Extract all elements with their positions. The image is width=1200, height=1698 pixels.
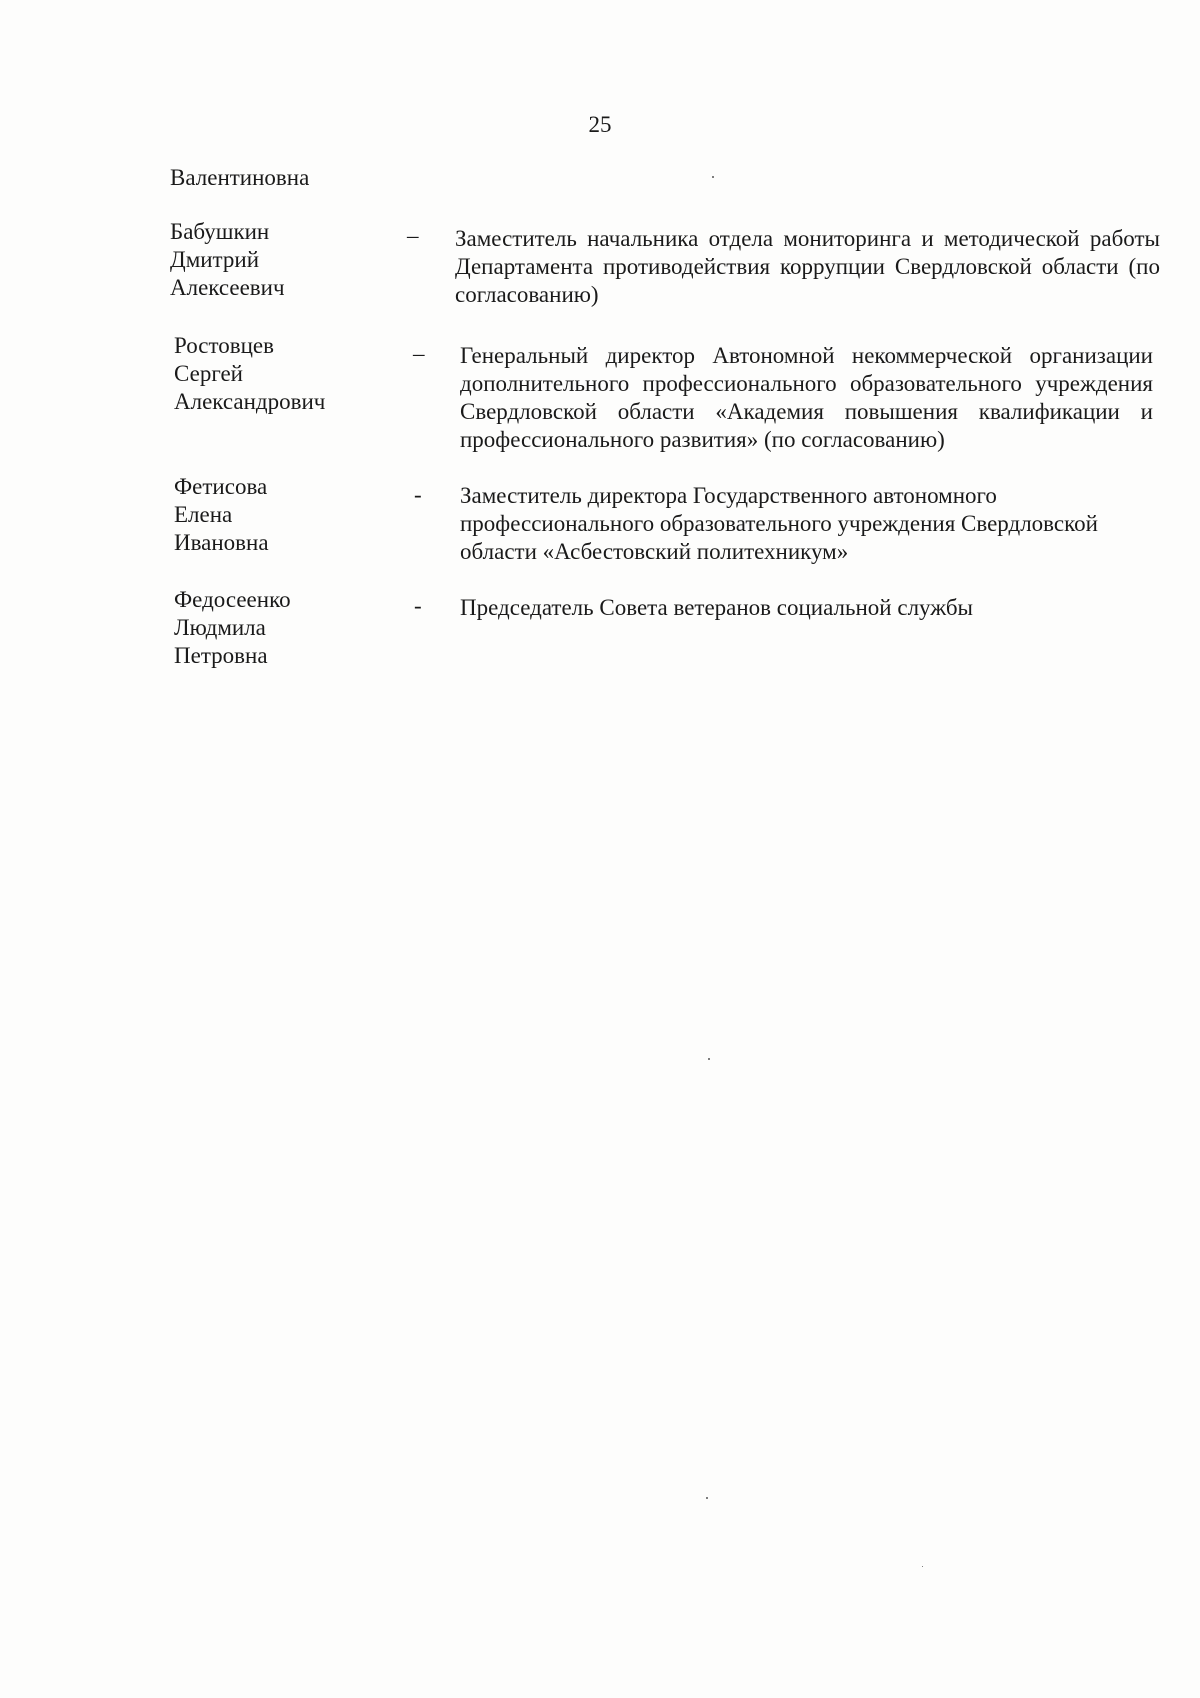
separator-dash: – [407,223,419,248]
first-name: Людмила [174,615,266,640]
patronymic: Александрович [174,389,326,414]
first-name: Сергей [174,361,243,386]
member-role: Заместитель начальника отдела мониторинга и методической работы Департамента противодействия коррупции Свердловской области (по согласованию) [455,226,1160,307]
continuation-name-line: Валентиновна [170,165,310,190]
member-name [174,586,291,670]
first-name: Елена [174,502,233,527]
scan-speck [706,1497,708,1499]
surname: Бабушкин [170,219,270,244]
member-role: Председатель Совета ветеранов социальной службы [460,595,973,620]
scan-speck [922,1566,923,1567]
member-name [174,473,269,557]
page-number: 25 [588,112,612,137]
member-name [170,218,285,302]
separator-dash: – [413,341,425,366]
scan-speck [712,176,714,178]
patronymic: Ивановна [174,530,269,555]
surname: Федосеенко [174,587,291,612]
separator-dash: - [414,482,422,507]
member-role: Генеральный директор Автономной некоммерческой организации дополнительного профессионального образовательного учреждения Свердловской области «Академия повышения квалификации и профессионального развития» (по согласованию) [460,343,1153,452]
patronymic: Алексеевич [170,275,285,300]
member-role: Заместитель директора Государственного автономного профессионального образовательного учреждения Свердловской области «Асбестовский политехникум» [460,483,1098,564]
member-name [174,332,325,416]
surname: Фетисова [174,474,268,499]
separator-dash: - [414,593,422,618]
scan-speck [708,1058,710,1060]
first-name: Дмитрий [170,247,260,272]
patronymic: Петровна [174,643,268,668]
surname: Ростовцев [174,333,274,358]
